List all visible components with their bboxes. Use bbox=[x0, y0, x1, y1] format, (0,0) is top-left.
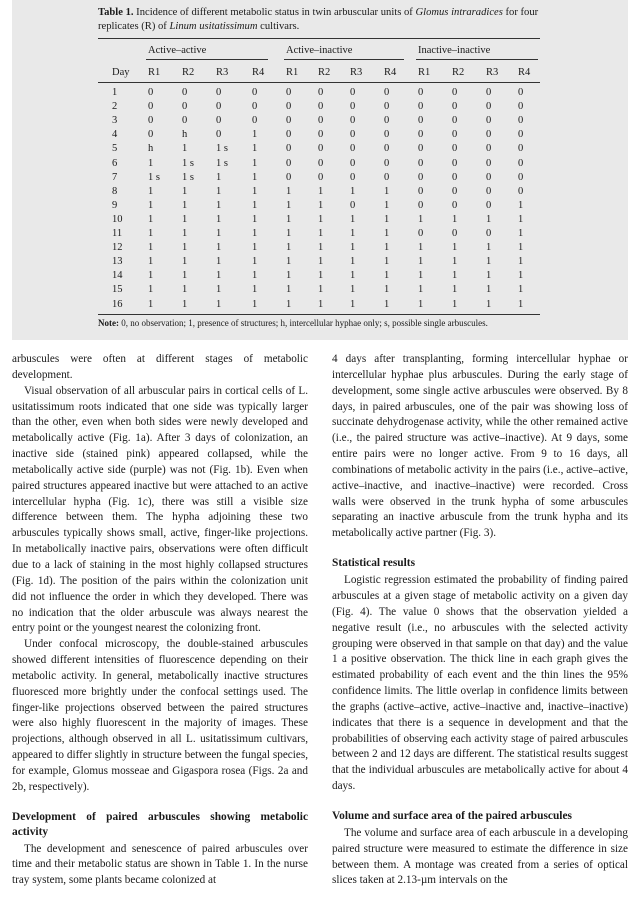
day-cell: 15 bbox=[112, 284, 123, 296]
replicate-header: R2 bbox=[182, 67, 195, 78]
table-cell: 0 bbox=[518, 115, 524, 127]
table-cell: 1 bbox=[384, 256, 390, 268]
table-cell: 1 bbox=[252, 298, 258, 310]
table-cell: 1 bbox=[216, 171, 222, 183]
table-cell: 0 bbox=[384, 101, 390, 113]
table-cell: 0 bbox=[252, 101, 258, 113]
table-cell: 1 bbox=[252, 129, 258, 141]
replicate-header: R3 bbox=[350, 67, 363, 78]
table-cell: 0 bbox=[318, 115, 324, 127]
table-cell: 1 bbox=[286, 228, 292, 239]
table-cell: 0 bbox=[486, 101, 492, 113]
table-cell: 1 bbox=[286, 270, 292, 282]
table-cell: 0 bbox=[486, 171, 492, 183]
paragraph: Logistic regression estimated the probability of finding paired arbuscules at a given stage of metabolic activity on a given day (Fig. 4). The value 0 shows that the observation yielded a negative result (i.e., no arbuscules with the selected activity grouping were observed in that sample on that day) and the value 1 a positive observation. The thick line in each graph gives the estimated probability of each event and the thin lines the 95% confidence limits. The little overlap in confidence limits between the graphs (active–active, active–inactive and, inactive–inactive) indicates that there is a sequence in development and that the probabilities of observing each activity stage of paired arbuscules between 2 and 12 days are different. The statistical results suggest that the individual arbuscules are metabolically active for about 4 days. bbox=[332, 574, 628, 793]
table-cell: 0 bbox=[452, 115, 458, 127]
table-cell: 0 bbox=[486, 115, 492, 127]
table-cell: 0 bbox=[286, 87, 292, 98]
table-cell: 0 bbox=[148, 101, 154, 113]
table-cell: 0 bbox=[486, 143, 492, 155]
table-cell: 1 bbox=[486, 242, 492, 254]
table-cell: 0 bbox=[182, 115, 188, 127]
table-cell: 1 bbox=[148, 270, 154, 282]
section-heading: Development of paired arbuscules showing metabolic activity bbox=[12, 810, 308, 838]
note-label: Note: bbox=[98, 318, 119, 328]
replicate-header: R2 bbox=[318, 67, 331, 78]
table-cell: 0 bbox=[182, 101, 188, 113]
table-cell: 0 bbox=[486, 228, 492, 239]
table-cell: 1 bbox=[252, 185, 258, 197]
table-cell: 1 bbox=[384, 185, 390, 197]
table-cell: 0 bbox=[486, 185, 492, 197]
table-cell: 1 bbox=[286, 256, 292, 268]
table-cell: 0 bbox=[286, 115, 292, 127]
table-cell: 1 bbox=[182, 228, 188, 239]
table-cell: 1 bbox=[518, 284, 524, 296]
table-cell: 0 bbox=[318, 87, 324, 98]
table-cell: 1 bbox=[452, 242, 458, 254]
table-cell: 0 bbox=[452, 199, 458, 211]
day-cell: 10 bbox=[112, 213, 123, 225]
table-cell: 1 bbox=[318, 228, 324, 239]
table-cell: 1 bbox=[350, 256, 356, 268]
table-cell: 0 bbox=[350, 101, 356, 113]
table-cell: 1 bbox=[384, 213, 390, 225]
table-cell: 1 bbox=[452, 270, 458, 282]
table-cell: 1 bbox=[148, 298, 154, 310]
caption-species-fungus: Glomus intraradices bbox=[415, 7, 503, 18]
table-cell: 0 bbox=[452, 171, 458, 183]
table-cell: 1 bbox=[216, 228, 222, 239]
table-cell: 1 bbox=[418, 242, 424, 254]
table-cell: 1 bbox=[182, 143, 188, 155]
table-cell: h bbox=[182, 129, 188, 141]
table-cell: 0 bbox=[418, 199, 424, 211]
table-cell: 0 bbox=[418, 115, 424, 127]
table-cell: 1 bbox=[418, 213, 424, 225]
table-caption bbox=[98, 6, 568, 34]
table-cell: 0 bbox=[518, 185, 524, 197]
table-cell: 1 bbox=[252, 256, 258, 268]
table-header-rule bbox=[98, 82, 540, 83]
table-cell: 1 bbox=[452, 284, 458, 296]
table-cell: 0 bbox=[286, 171, 292, 183]
table-cell: 1 bbox=[384, 242, 390, 254]
table-cell: 0 bbox=[252, 115, 258, 127]
table-cell: 1 bbox=[286, 199, 292, 211]
table-cell: 1 bbox=[318, 185, 324, 197]
group-rule bbox=[284, 59, 404, 60]
table-cell: 1 bbox=[286, 298, 292, 310]
table-cell: 1 s bbox=[216, 157, 228, 169]
table-cell: 0 bbox=[384, 87, 390, 98]
table-cell: 0 bbox=[350, 199, 356, 211]
table-cell: 0 bbox=[418, 157, 424, 169]
table-cell: 0 bbox=[486, 199, 492, 211]
column-group-header: Inactive–inactive bbox=[418, 45, 491, 56]
paragraph: arbuscules were often at different stages of metabolic development. bbox=[12, 353, 308, 381]
table-cell: 0 bbox=[486, 157, 492, 169]
table-cell: 0 bbox=[486, 129, 492, 141]
paragraph: Under confocal microscopy, the double-stained arbuscules showed different intensities of fluorescence depending on their metabolic activity. In general, metabolically inactive structures fluoresced more brightly under the confocal settings used. The finger-like projections observed between the paired structures were also highly fluorescent in the majority of images. These projections, although observed in all L. usitatissimum cultivars, appeared to differ slightly in structure between the fungal species, for example, Glomus mosseae and Gigaspora rosea (Figs. 2a and 2b, respectively). bbox=[12, 638, 308, 793]
table-cell: 1 bbox=[252, 143, 258, 155]
table-cell: 0 bbox=[350, 171, 356, 183]
table-cell: 1 bbox=[216, 213, 222, 225]
table-cell: 0 bbox=[350, 129, 356, 141]
table-cell: 0 bbox=[452, 143, 458, 155]
table-cell: 1 bbox=[318, 213, 324, 225]
table-cell: 0 bbox=[216, 101, 222, 113]
table-cell: 0 bbox=[384, 129, 390, 141]
table-cell: 1 bbox=[486, 256, 492, 268]
table-cell: 1 bbox=[518, 270, 524, 282]
table-cell: 0 bbox=[182, 87, 188, 98]
table-cell: 0 bbox=[452, 185, 458, 197]
table-cell: 0 bbox=[384, 143, 390, 155]
section-heading: Volume and surface area of the paired arbuscules bbox=[332, 809, 572, 822]
table-cell: 1 s bbox=[216, 143, 228, 155]
table-cell: 0 bbox=[418, 228, 424, 239]
table-cell: 1 bbox=[216, 242, 222, 254]
table-cell: 1 bbox=[518, 242, 524, 254]
table-cell: 1 bbox=[148, 228, 154, 239]
table-cell: 1 bbox=[518, 199, 524, 211]
table-cell: 0 bbox=[350, 87, 356, 98]
table-cell: 1 bbox=[318, 284, 324, 296]
table-cell: 0 bbox=[148, 87, 154, 98]
table-cell: 0 bbox=[518, 171, 524, 183]
table-cell: 1 bbox=[182, 270, 188, 282]
table-cell: 1 s bbox=[182, 171, 194, 183]
table-cell: 0 bbox=[286, 157, 292, 169]
table-cell: 0 bbox=[216, 87, 222, 98]
table-cell: 0 bbox=[518, 129, 524, 141]
column-group-header: Active–active bbox=[148, 45, 207, 56]
table-cell: 1 bbox=[286, 185, 292, 197]
table-cell: 0 bbox=[148, 129, 154, 141]
table-cell: 1 bbox=[384, 298, 390, 310]
day-cell: 8 bbox=[112, 185, 118, 197]
table-cell: 1 bbox=[418, 270, 424, 282]
table-cell: 1 bbox=[486, 298, 492, 310]
group-rule bbox=[146, 59, 268, 60]
table-cell: 0 bbox=[216, 115, 222, 127]
table-cell: 1 bbox=[252, 270, 258, 282]
table-cell: 1 bbox=[418, 298, 424, 310]
replicate-header: R1 bbox=[286, 67, 299, 78]
table-cell: 1 bbox=[350, 284, 356, 296]
table-cell: 0 bbox=[452, 129, 458, 141]
table-cell: 0 bbox=[486, 87, 492, 98]
replicate-header: R4 bbox=[384, 67, 397, 78]
table-cell: 1 bbox=[148, 213, 154, 225]
table-cell: 1 bbox=[252, 228, 258, 239]
table-cell: 0 bbox=[418, 185, 424, 197]
table-cell: 1 bbox=[318, 270, 324, 282]
table-cell: 1 bbox=[182, 298, 188, 310]
table-label: Table 1. bbox=[98, 7, 134, 18]
table-cell: 1 bbox=[418, 256, 424, 268]
day-cell: 4 bbox=[112, 129, 118, 141]
day-cell: 11 bbox=[112, 228, 123, 239]
group-rule bbox=[416, 59, 538, 60]
day-cell: 16 bbox=[112, 298, 123, 310]
table-cell: 1 bbox=[182, 213, 188, 225]
table-cell: 0 bbox=[452, 87, 458, 98]
table-bottom-rule bbox=[98, 314, 540, 315]
table-cell: 1 bbox=[182, 185, 188, 197]
table-cell: 1 bbox=[518, 228, 524, 239]
table-cell: 1 bbox=[452, 256, 458, 268]
table-cell: 1 bbox=[486, 270, 492, 282]
table-cell: 0 bbox=[286, 101, 292, 113]
table-cell: 1 bbox=[350, 228, 356, 239]
table-cell: 0 bbox=[418, 87, 424, 98]
day-cell: 12 bbox=[112, 242, 123, 254]
table-cell: 1 s bbox=[148, 171, 160, 183]
table-cell: 1 bbox=[182, 284, 188, 296]
table-cell: 1 bbox=[318, 298, 324, 310]
table-cell: 1 bbox=[452, 213, 458, 225]
table-cell: 1 bbox=[182, 242, 188, 254]
table-cell: 1 s bbox=[182, 157, 194, 169]
table-cell: 0 bbox=[418, 129, 424, 141]
day-column-header: Day bbox=[112, 67, 130, 78]
table-cell: 1 bbox=[384, 199, 390, 211]
table-cell: 1 bbox=[148, 185, 154, 197]
caption-text: cultivars. bbox=[257, 21, 300, 32]
day-cell: 9 bbox=[112, 199, 118, 211]
table-cell: 0 bbox=[418, 101, 424, 113]
table-cell: 1 bbox=[518, 256, 524, 268]
table-cell: 0 bbox=[452, 157, 458, 169]
table-cell: 0 bbox=[318, 171, 324, 183]
table-cell: 0 bbox=[518, 143, 524, 155]
replicate-header: R3 bbox=[486, 67, 499, 78]
day-cell: 13 bbox=[112, 256, 123, 268]
table-cell: 1 bbox=[350, 242, 356, 254]
caption-species-plant: Linum usitatissimum bbox=[169, 21, 258, 32]
day-cell: 1 bbox=[112, 87, 118, 98]
section-heading: Statistical results bbox=[332, 557, 415, 570]
table-cell: 1 bbox=[216, 256, 222, 268]
table-cell: 0 bbox=[418, 171, 424, 183]
table-cell: 1 bbox=[384, 284, 390, 296]
table-cell: h bbox=[148, 143, 154, 155]
day-cell: 6 bbox=[112, 157, 118, 169]
table-cell: 1 bbox=[318, 199, 324, 211]
table-cell: 0 bbox=[318, 129, 324, 141]
paragraph: 4 days after transplanting, forming intercellular hyphae or intercellular hyphae plus arbuscules. During the early stage of development, some single active arbuscules were observed. By 8 days, in paired arbuscules, one of the pair was showing loss of succinate dehydrogenase activity, while the other remained active (i.e., the paired structure was active–inactive). At 9 days, some entire pairs were no longer active. From 9 to 16 days, all combinations of metabolic activity in the pairs (i.e., active–active, active–inactive, and inactive–inactive) were recorded. Cross walls were observed in the trunk hypha of some arbuscules separating an inactive arbuscule from the trunk hypha and its metabolically active partner (Fig. 3). bbox=[332, 353, 628, 540]
table-cell: 1 bbox=[252, 284, 258, 296]
replicate-header: R1 bbox=[148, 67, 161, 78]
table-cell: 1 bbox=[452, 298, 458, 310]
table-cell: 1 bbox=[252, 157, 258, 169]
paragraph: The development and senescence of paired arbuscules over time and their metabolic status are shown in Table 1. In the nurse tray system, some plants became colonized at bbox=[12, 842, 308, 887]
day-cell: 3 bbox=[112, 115, 118, 127]
table-cell: 1 bbox=[286, 213, 292, 225]
table-cell: 1 bbox=[252, 242, 258, 254]
table-cell: 0 bbox=[252, 87, 258, 98]
table-cell: 1 bbox=[350, 270, 356, 282]
table-cell: 1 bbox=[216, 284, 222, 296]
day-cell: 7 bbox=[112, 171, 118, 183]
table-cell: 0 bbox=[318, 157, 324, 169]
table-cell: 0 bbox=[350, 143, 356, 155]
replicate-header: R3 bbox=[216, 67, 229, 78]
table-cell: 0 bbox=[350, 115, 356, 127]
caption-text: Incidence of different metabolic status in twin arbuscular units of bbox=[133, 7, 416, 18]
table-cell: 1 bbox=[350, 185, 356, 197]
table-cell: 1 bbox=[182, 256, 188, 268]
table-cell: 0 bbox=[384, 115, 390, 127]
table-cell: 0 bbox=[384, 171, 390, 183]
replicate-header: R4 bbox=[252, 67, 265, 78]
day-cell: 5 bbox=[112, 143, 118, 155]
table-cell: 1 bbox=[350, 298, 356, 310]
table-cell: 0 bbox=[384, 157, 390, 169]
replicate-header: R4 bbox=[518, 67, 531, 78]
table-cell: 0 bbox=[216, 129, 222, 141]
table-cell: 0 bbox=[452, 101, 458, 113]
note-text: 0, no observation; 1, presence of structures; h, intercellular hyphae only; s, possible single arbuscules. bbox=[119, 318, 488, 328]
table-cell: 1 bbox=[216, 270, 222, 282]
table-cell: 1 bbox=[252, 213, 258, 225]
day-cell: 2 bbox=[112, 101, 118, 113]
table-cell: 1 bbox=[148, 256, 154, 268]
table-cell: 1 bbox=[518, 298, 524, 310]
table-cell: 1 bbox=[252, 171, 258, 183]
paragraph: Visual observation of all arbuscular pairs in cortical cells of L. usitatissimum roots indicated that one side was typically larger than the other, even when both sides were newly developed and metabolically active (Fig. 1a). After 3 days of colonization, an inactive side (stained pink) appeared collapsed, while the metabolically active side (purple) was not (Fig. 1b). Even when paired structures appeared inactive but were attached to an active intercellular hypha (Fig. 1c), there was still a visible size difference between them. The hypha adjoining these two arbuscules typically shows small, active, finger-like projections. In metabolically inactive pairs, observations were often difficult due to a lack of staining in the most highly collapsed structures (Fig. 1d). The position of the pairs within the colonization unit did not influence the order in which they developed. There was no indication that the older arbuscule was always nearest the entry point or the youngest nearest the colonizing front. bbox=[12, 384, 308, 635]
table-cell: 1 bbox=[148, 284, 154, 296]
table-cell: 1 bbox=[216, 298, 222, 310]
table-cell: 1 bbox=[182, 199, 188, 211]
table-cell: 1 bbox=[318, 242, 324, 254]
table-cell: 0 bbox=[286, 129, 292, 141]
table-cell: 0 bbox=[318, 143, 324, 155]
table-cell: 1 bbox=[350, 213, 356, 225]
table-cell: 0 bbox=[518, 157, 524, 169]
table-cell: 1 bbox=[318, 256, 324, 268]
table-cell: 1 bbox=[148, 157, 154, 169]
table-cell: 1 bbox=[148, 199, 154, 211]
table-cell: 0 bbox=[452, 228, 458, 239]
caption-text: for four replicates (R) of bbox=[98, 7, 539, 32]
table-cell: 0 bbox=[286, 143, 292, 155]
replicate-header: R1 bbox=[418, 67, 431, 78]
table-cell: 1 bbox=[384, 270, 390, 282]
table-cell: 0 bbox=[350, 157, 356, 169]
table-cell: 1 bbox=[216, 185, 222, 197]
table-cell: 0 bbox=[418, 143, 424, 155]
table-cell: 1 bbox=[286, 242, 292, 254]
table-cell: 0 bbox=[518, 101, 524, 113]
replicate-header: R2 bbox=[452, 67, 465, 78]
table-cell: 0 bbox=[518, 87, 524, 98]
table-cell: 0 bbox=[318, 101, 324, 113]
table-cell: 1 bbox=[518, 213, 524, 225]
table-cell: 1 bbox=[384, 228, 390, 239]
left-column bbox=[12, 352, 308, 889]
paragraph: The volume and surface area of each arbuscule in a developing paired structure were measured to estimate the difference in size between them. A montage was created from a series of optical slices taken at 2.13-µm intervals on the bbox=[332, 826, 628, 887]
right-column bbox=[332, 352, 628, 889]
table-cell: 1 bbox=[286, 284, 292, 296]
column-group-header: Active–inactive bbox=[286, 45, 353, 56]
table-cell: 0 bbox=[148, 115, 154, 127]
table-cell: 1 bbox=[252, 199, 258, 211]
table-note bbox=[98, 318, 548, 329]
table-cell: 1 bbox=[418, 284, 424, 296]
table-cell: 1 bbox=[486, 213, 492, 225]
table-cell: 1 bbox=[486, 284, 492, 296]
table-cell: 1 bbox=[148, 242, 154, 254]
day-cell: 14 bbox=[112, 270, 123, 282]
table-top-rule bbox=[98, 38, 540, 39]
table-cell: 1 bbox=[216, 199, 222, 211]
